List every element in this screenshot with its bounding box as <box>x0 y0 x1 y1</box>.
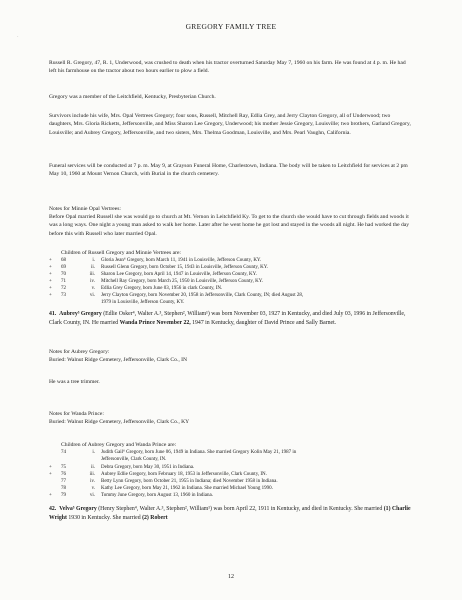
funeral-paragraph: Funeral services will be conducted at 7 p. m. May 9, at Grayson Funeral Home, Charlestown, Indiana. The body will be taken to Leitchfield for services at 2 pm May 10, 1960 at Mount Vernon Church, with Burial in the church cemetery. <box>49 163 408 178</box>
page-title: GREGORY FAMILY TREE <box>185 22 277 31</box>
scan-mark: · <box>17 35 19 40</box>
burial-aubrey: Buried: Walnut Ridge Cemetery, Jeffersonville, Clark Co., IN <box>49 357 188 363</box>
document-page: GREGORY FAMILY TREE Russell R. Gregory, 47, R. 1, Underwood, was crushed to death when his tractor overturned Saturday May 7, 1960 on his farm. He was found at 4 p. m. He had left his farmhouse on the tractor about two hours earlier to plow a field. Gregory was a member of the Leitchfield, Kentucky, Presbyterian Church. Survivors include his wife, Mrs. Opal Vertrees Gregory; four sons, Russell, Mitchell Ray, Edlia Grey, and Jerry Clayton Gregory, all of Underwood; two daughters, Mrs. Gloria Ricketts, Jeffersonville, and Miss Sharon Lee Gregory, Underwood; his mother Jessie Gregory, Louisville; two brothers, Garland Gregory, Louisville; and Aubrey Gregory, Jeffersonville, and two sisters, Mrs. Thelma Goodman, Louisville, and Mrs. Pearl Vaughn, California. Funeral services will be conducted at 7 p. m. May 9, at Grayson Funeral Home, Charlestown, Indiana. The body will be taken to Leitchfield for services at 2 pm May 10, 1960 at Mount Vernon Church, with Burial in the church cemetery. Notes for Minnie Opal Vertrees: Before Opal married Russell she was would go to church at Mt. Vernon in Leitchfield Ky. To get to the church she would have to cut through fields and woods it was a long ways. One night a young man asked to walk her home. Later after he went home he got lost and stayed in the woods all night. He had worked the day before this with Russell who later married Opal. Children of Russell Gregory and Minnie Vertrees are: + 68 i. Gloria Jean⁶ Gregory, born March 11, 1941 in Louisville, Jefferson County, KY. + 69 ii. Russell Glenn Gregory, born October 15, 1943 in Louisville, Jefferson County, KY. + 70 iii. Sharon Lee Gregory, born April 14, 1947 in Louisville, Jefferson County, KY. + 71 iv. Mitchell Ray Gregory, born March 25, 1950 in Louisville, Jefferson County, KY. + 72 v. Edlia Grey Gregory, born June 03, 1956 in clark County, IN. + 73 vi. Jerry Clayton Gregory, born November 20, 1958 in Jeffersonville, Clark County, IN; died August 28, 1979 in Louisville, Jefferson County, KY. 41. Aubrey⁵ Gregory (Edlie Osker⁴, Walter A.³, Stephen², William¹) was born November 03, 1927 in Kentucky, and died July 03, 1996 in Jeffersonville, Clark County, IN. He married Wanda Prince November 22, 1947 in Kentucky, daughter of David Prince and Sally Barnet. Notes for Aubrey Gregory: Buried: Walnut Ridge Cemetery, Jeffersonville, Clark Co., IN He was a tree trimmer. Notes for Wanda Prince: Buried: Walnut Ridge Cemetery, Jeffersonville, Clark Co., KY Children of Aubrey Gregory and Wanda Prince are: 74 i. Judith Gail⁶ Gregory, born June 06, 1949 in Indiana. She married Gregory Kolin May 21, 1987 in Jeffersonville, Clark County, IN. + 75 ii. Debra Gregory, born May 30, 1951 in Indiana. + 76 iii. Aubrey Edlie Gregory, born February 18, 1953 in Jeffersonville, Clark County, IN. 77 iv. Betty Lynn Gregory, born October 21, 1955 in Indiana; died November 1958 in Indiana. 78 v. Kathy Lee Gregory, born May 21, 1962 in Indiana. She married Michael Young 1990. + 79 vi. Tommy June Gregory, born August 13, 1960 in Indiana. 42. Velva⁵ Gregory (Henry Stephen⁴, Walter A.³, Stephen², William¹) was born April 22, 1911 in Kentucky, and died in Kentucky. She married (1) Charlie Wright 1930 in Kentucky. She married (2) Robert 12 · <box>0 0 462 600</box>
children-heading: Children of Russell Gregory and Minnie Vertrees are: <box>61 250 181 256</box>
notes-aubrey-title: Notes for Aubrey Gregory: <box>49 349 110 355</box>
obituary-paragraph: Russell R. Gregory, 47, R. 1, Underwood, was crushed to death when his tractor overturned Saturday May 7, 1960 on his farm. He was found at 4 p. m. He had left his farmhouse on the tractor about two hours earlier to plow a field. <box>49 60 406 75</box>
survivors-paragraph: Survivors include his wife, Mrs. Opal Vertrees Gregory; four sons, Russell, Mitchell Ray, Edlia Grey, and Jerry Clayton Gregory, all of Underwood; two daughters, Mrs. Gloria Ricketts, Jeffersonville, and Miss Sharon Lee Gregory, Underwood; his mother Jessie Gregory, Louisville; two brothers, Garland Gregory, Louisville; and Aubrey Gregory, Jeffersonville, and two sisters, Mrs. Thelma Goodman, Louisville, and Mrs. Pearl Vaughn, California. <box>49 113 411 136</box>
occupation-note: He was a tree trimmer. <box>49 379 100 385</box>
burial-wanda: Buried: Walnut Ridge Cemetery, Jeffersonville, Clark Co., KY <box>49 419 190 425</box>
notes-wanda-title: Notes for Wanda Prince: <box>49 411 104 417</box>
children-heading-2: Children of Aubrey Gregory and Wanda Prince are: <box>61 442 177 448</box>
notes-paragraph: Before Opal married Russell she was would go to church at Mt. Vernon in Leitchfield Ky. To get to the church she would have to cut through fields and woods it was a long ways. One night a young man asked to walk her home. Later after he went home he got lost and stayed in the woods all night. He had worked the day before this with Russell who later married Opal. <box>49 214 410 237</box>
page-number: 12 <box>228 574 234 580</box>
church-paragraph: Gregory was a member of the Leitchfield, Kentucky, Presbyterian Church. <box>49 94 216 100</box>
entry-42: 42. Velva⁵ Gregory (Henry Stephen⁴, Walter A.³, Stephen², William¹) was born April 22, 1911 in Kentucky, and died in Kentucky. She married (1) Charlie Wright 1930 in Kentucky. She married (2) Robert <box>49 506 411 521</box>
notes-title: Notes for Minnie Opal Vertrees: <box>49 206 121 212</box>
entry-41: 41. Aubrey⁵ Gregory (Edlie Osker⁴, Walter A.³, Stephen², William¹) was born November 03, 1927 in Kentucky, and died July 03, 1996 in Jeffersonville, Clark County, IN. He married Wanda Prince November 22, 1947 in Kentucky, daughter of David Prince and Sally Barnet. <box>49 311 406 326</box>
